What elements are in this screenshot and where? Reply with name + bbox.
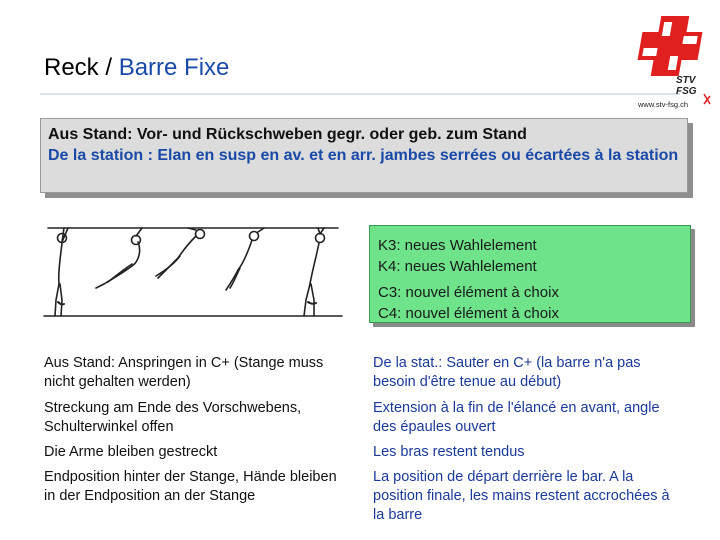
criterion-german-3: Die Arme bleiben gestreckt: [44, 444, 218, 460]
gymnast-sequence-illustration: [38, 212, 360, 322]
page-title: [44, 54, 229, 82]
criterion-french-4: La position de départ derrière le bar. A la position finale, les mains restent accrochées à la barre: [373, 469, 670, 523]
value-c4: C4: nouvel élément à choix: [378, 305, 559, 322]
value-k3: K3: neues Wahlelement: [378, 237, 537, 254]
logo-text-stv: STV: [676, 75, 696, 86]
gymnast-figure-5: [304, 228, 325, 316]
title-separator: /: [105, 54, 113, 81]
criterion-french-1: De la stat.: Sauter en C+ (la barre n'a pas besoin d'être tenue au début): [373, 355, 641, 390]
title-german: Reck: [44, 54, 99, 81]
title-french: Barre Fixe: [118, 54, 230, 81]
logo-text-fsg: FSG: [676, 86, 697, 97]
value-k4: K4: neues Wahlelement: [378, 258, 537, 275]
logo-url: www.stv-fsg.ch: [638, 100, 689, 109]
gymnast-figure-4: [226, 228, 264, 290]
criterion-german-4: Endposition hinter der Stange, Hände bleiben in der Endposition an der Stange: [44, 469, 337, 504]
intro-german: Aus Stand: Vor- und Rückschweben gegr. oder geb. zum Stand: [48, 126, 527, 143]
criterion-french-2: Extension à la fin de l'élancé en avant, angle des épaules ouvert: [373, 400, 660, 435]
criterion-german-1: Aus Stand: Anspringen in C+ (Stange muss nicht gehalten werden): [44, 355, 324, 390]
gymnast-figure-2: [96, 228, 142, 288]
value-c3: C3: nouvel élément à choix: [378, 284, 559, 301]
intro-french: De la station : Elan en susp en av. et en arr. jambes serrées ou écartées à la station: [48, 147, 679, 164]
title-underline: [40, 93, 680, 95]
criterion-french-3: Les bras restent tendus: [373, 444, 525, 460]
gymnast-figure-1: [55, 228, 68, 316]
values-box: [369, 225, 691, 323]
gymnast-figure-3: [156, 228, 205, 278]
criterion-german-2: Streckung am Ende des Vorschwebens, Schulterwinkel offen: [44, 400, 302, 435]
intro-box: [40, 118, 688, 193]
